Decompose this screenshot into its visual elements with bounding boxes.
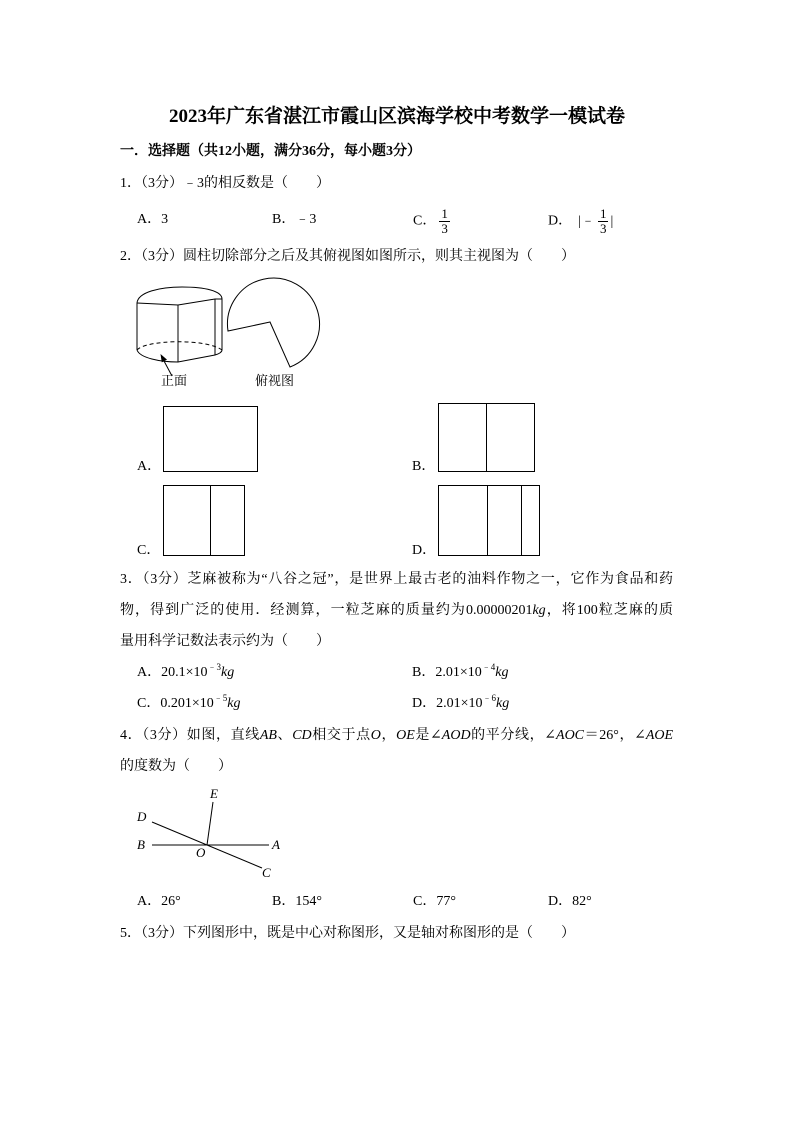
q4-text: 、 bbox=[276, 728, 293, 743]
option-label: D． bbox=[412, 696, 437, 711]
q3-line-2-after: ，将100粒芝麻的质 bbox=[545, 603, 674, 618]
view-inner-line bbox=[486, 404, 487, 471]
top-view-drawing bbox=[227, 278, 319, 367]
top-view-label: 俯视图 bbox=[255, 373, 295, 388]
option-label: C． bbox=[413, 213, 437, 229]
q2-figure bbox=[130, 278, 330, 373]
unit-kg: kg bbox=[227, 696, 241, 711]
option-label: B． bbox=[272, 212, 296, 227]
ray-oe bbox=[207, 802, 213, 845]
option-label: D． bbox=[548, 894, 573, 909]
option-label: A． bbox=[137, 212, 162, 227]
question-3-line-2 bbox=[120, 602, 673, 620]
q1-option-b bbox=[272, 211, 316, 229]
q2-option-c-view bbox=[163, 485, 245, 556]
option-exponent: ﹣6 bbox=[482, 693, 497, 703]
fraction-denominator: 3 bbox=[599, 221, 607, 236]
q4-text: 的平分线，∠ bbox=[470, 728, 557, 743]
option-label: B． bbox=[412, 665, 436, 680]
option-base: 2.01×10 bbox=[435, 665, 482, 680]
option-label: D． bbox=[548, 213, 573, 229]
option-label: A． bbox=[137, 665, 162, 680]
fraction-numerator: 1 bbox=[441, 206, 448, 221]
unit-kg: kg bbox=[495, 665, 509, 680]
absolute-bar-open: | bbox=[578, 213, 581, 229]
q2-option-c-label: C． bbox=[137, 543, 161, 558]
unit-kg: kg bbox=[532, 603, 546, 618]
q4-text: ＝26°，∠ bbox=[584, 728, 646, 743]
q4-symbol: AB bbox=[259, 728, 277, 743]
fraction bbox=[598, 207, 609, 236]
cylinder-cut-top-edge bbox=[137, 299, 222, 305]
point-label-d: D bbox=[137, 809, 147, 824]
view-inner-line bbox=[487, 486, 488, 555]
unit-kg: kg bbox=[221, 665, 235, 680]
view-inner-line bbox=[521, 486, 522, 555]
q2-option-a-view bbox=[163, 406, 258, 472]
fraction-numerator: 1 bbox=[599, 206, 607, 221]
option-exponent: ﹣3 bbox=[207, 662, 222, 672]
minus-sign: ﹣ bbox=[580, 213, 595, 229]
option-base: 2.01×10 bbox=[436, 696, 483, 711]
option-text: 154° bbox=[295, 894, 322, 909]
q2-option-b-view bbox=[438, 403, 535, 472]
q4-symbol: CD bbox=[292, 728, 312, 743]
point-label-c: C bbox=[262, 865, 271, 880]
q4-symbol: AOE bbox=[645, 728, 674, 743]
option-text: ﹣3 bbox=[295, 212, 317, 227]
q4-option-c bbox=[413, 893, 456, 911]
q2-option-a-label: A． bbox=[137, 459, 162, 474]
option-text: 26° bbox=[161, 894, 181, 909]
option-text: 3 bbox=[161, 212, 169, 227]
q2-option-b-label: B． bbox=[412, 459, 436, 474]
option-text: 77° bbox=[436, 894, 456, 909]
question-4-line-1 bbox=[120, 727, 673, 745]
q2-option-d-label: D． bbox=[412, 543, 437, 558]
question-3-line-1: 3．（3分）芝麻被称为“八谷之冠”，是世界上最古老的油料作物之一，它作为食品和药 bbox=[120, 572, 673, 587]
question-3-line-3: 量用科学记数法表示约为（ ） bbox=[120, 634, 330, 649]
q1-option-c bbox=[413, 207, 451, 236]
question-1-stem: 1．（3分）﹣3的相反数是（ ） bbox=[120, 176, 330, 191]
section-heading: 一．选择题（共12小题，满分36分，每小题3分） bbox=[120, 144, 421, 159]
exam-title: 2023年广东省湛江市霞山区滨海学校中考数学一模试卷 bbox=[168, 106, 625, 127]
cylinder-hidden-edge bbox=[137, 342, 222, 350]
q4-text: 相交于点 bbox=[311, 728, 371, 743]
option-exponent: ﹣4 bbox=[481, 662, 496, 672]
q1-option-a bbox=[137, 211, 168, 229]
q3-option-a bbox=[137, 664, 234, 682]
q3-line-2-before: 物，得到广泛的使用．经测算，一粒芝麻的质量约为0.00000201 bbox=[120, 603, 533, 618]
q1-option-d bbox=[548, 207, 613, 236]
q2-option-d-view bbox=[438, 485, 540, 556]
option-base: 0.201×10 bbox=[160, 696, 214, 711]
option-label: A． bbox=[137, 894, 162, 909]
question-4-line-2: 的度数为（ ） bbox=[120, 759, 232, 774]
q4-option-d bbox=[548, 893, 592, 911]
option-exponent: ﹣5 bbox=[213, 693, 228, 703]
view-inner-line bbox=[210, 486, 211, 555]
absolute-bar-close: | bbox=[610, 213, 614, 229]
q4-text: ， bbox=[380, 728, 397, 743]
q3-option-d bbox=[412, 695, 509, 713]
question-2-stem: 2．（3分）圆柱切除部分之后及其俯视图如图所示，则其主视图为（ ） bbox=[120, 249, 575, 264]
option-label: B． bbox=[272, 894, 296, 909]
fraction bbox=[439, 207, 450, 236]
front-label: 正面 bbox=[161, 373, 188, 388]
q4-option-a bbox=[137, 893, 181, 911]
q4-text: 是∠ bbox=[414, 728, 442, 743]
question-5-stem: 5．（3分）下列图形中，既是中心对称图形，又是轴对称图形的是（ ） bbox=[120, 926, 575, 941]
cylinder-bottom-edge bbox=[137, 350, 222, 362]
q3-option-b bbox=[412, 664, 508, 682]
q4-symbol: OE bbox=[396, 728, 415, 743]
option-base: 20.1×10 bbox=[161, 665, 208, 680]
q4-symbol: O bbox=[370, 728, 381, 743]
option-label: C． bbox=[137, 696, 161, 711]
option-label: C． bbox=[413, 894, 437, 909]
unit-kg: kg bbox=[496, 696, 510, 711]
point-label-o: O bbox=[196, 845, 206, 860]
q4-text: 4．（3分）如图，直线 bbox=[120, 728, 260, 743]
q4-symbol: AOD bbox=[441, 728, 471, 743]
point-label-a: A bbox=[272, 837, 280, 852]
q4-option-b bbox=[272, 893, 322, 911]
point-label-b: B bbox=[137, 837, 145, 852]
q4-symbol: AOC bbox=[556, 728, 585, 743]
cut-cylinder-drawing bbox=[137, 287, 222, 362]
q3-option-c bbox=[137, 695, 240, 713]
fraction-denominator: 3 bbox=[441, 221, 448, 236]
cylinder-vertical-edges bbox=[137, 299, 222, 362]
cylinder-top-arc bbox=[137, 287, 222, 303]
option-text: 82° bbox=[572, 894, 592, 909]
point-label-e: E bbox=[210, 786, 218, 801]
